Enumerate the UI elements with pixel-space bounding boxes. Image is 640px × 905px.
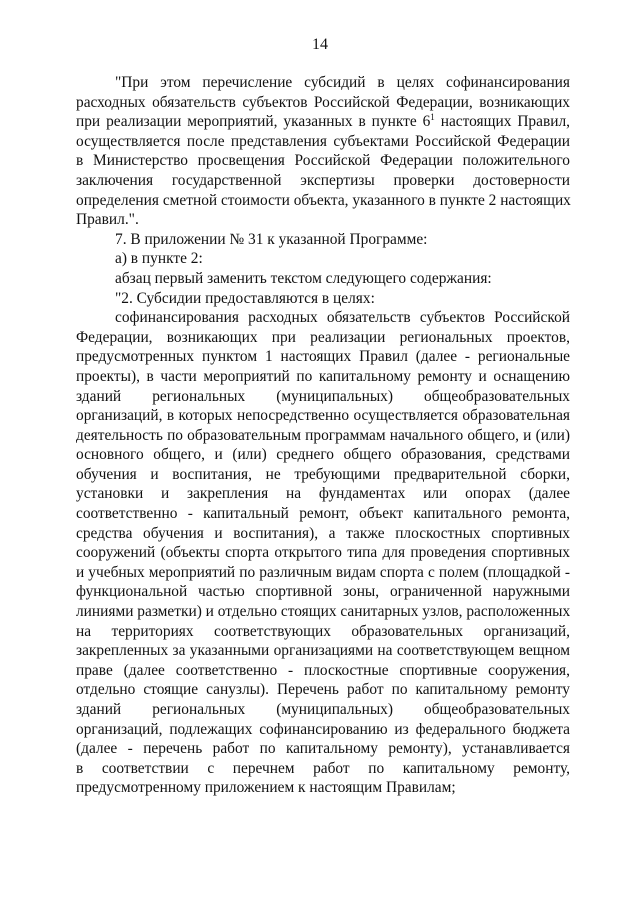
text-line: абзац первый заменить текстом следующего содержания: xyxy=(115,269,492,287)
document-body xyxy=(76,73,570,798)
text-line: Федерации, возникающих при реализации региональных проектов, xyxy=(76,328,570,346)
text-line: а) в пункте 2: xyxy=(115,250,203,268)
text-line: установки и закрепления на фундаментах или опорах (далее xyxy=(76,485,570,503)
text-line: в Министерство просвещения Российской Федерации положительного xyxy=(76,152,570,170)
text-line: праве (далее соответственно - плоскостные спортивные сооружения, xyxy=(76,661,570,679)
text-line: средства обучения и воспитания), а также плоскостных спортивных xyxy=(76,524,570,542)
text-line: определения сметной стоимости объекта, указанного в пункте 2 настоящих xyxy=(76,191,571,209)
text-line: и учебных мероприятий по различным видам спорта с полем (площадкой - xyxy=(76,563,570,581)
text-line: на территориях соответствующих образовательных организаций, xyxy=(76,622,570,640)
text-line: сооружений (объекты спорта открытого типа для проведения спортивных xyxy=(76,544,570,562)
text-line: обучения и воспитания, не требующими предварительной сборки, xyxy=(76,465,570,483)
text-line: организаций, в которых непосредственно осуществляется образовательная xyxy=(76,407,570,425)
text-line: отдельно стоящие санузлы). Перечень работ по капитальному ремонту xyxy=(76,681,570,699)
page-number: 14 xyxy=(312,36,328,53)
text-line: основного общего, и (или) среднего общего образования, средствами xyxy=(76,446,570,464)
text-line: софинансирования расходных обязательств субъектов Российской xyxy=(115,309,570,327)
text-line: соответственно - капитальный ремонт, объект капитального ремонта, xyxy=(76,505,570,523)
text-line: предусмотренному приложением к настоящим Правилам; xyxy=(76,779,456,797)
text-line: при реализации мероприятий, указанных в пункте $6^1$ настоящих Правил, xyxy=(76,112,570,131)
text-line: расходных обязательств субъектов Российской Федерации, возникающих xyxy=(76,93,570,111)
text-line: организаций, подлежащих софинансированию из федерального бюджета xyxy=(76,720,570,738)
text-line: функциональной частью спортивной зоны, ограниченной наружными xyxy=(76,583,570,601)
text-line: "При этом перечисление субсидий в целях софинансирования xyxy=(115,74,570,91)
text-line: предусмотренных пунктом 1 настоящих Правил (далее - региональные xyxy=(76,348,570,366)
text-line: закрепленных за указанными организациями на соответствующем вещном xyxy=(76,642,570,660)
text-line: проекты), в части мероприятий по капитальному ремонту и оснащению xyxy=(76,367,570,385)
superscript-footnote: 1 xyxy=(430,112,435,123)
text-line: деятельность по образовательным программам начального общего, и (или) xyxy=(76,426,570,444)
text-line: осуществляется после представления субъектами Российской Федерации xyxy=(76,132,570,150)
text-line: 7. В приложении № 31 к указанной Программе: xyxy=(115,230,428,248)
text-line: в соответствии с перечнем работ по капитальному ремонту, xyxy=(76,759,570,777)
text-line: зданий региональных (муниципальных) общеобразовательных xyxy=(76,387,570,405)
text-line: Правил.". xyxy=(76,211,139,229)
text-line: линиями разметки) и отдельно стоящих санитарных узлов, расположенных xyxy=(76,603,571,621)
text-line: "2. Субсидии предоставляются в целях: xyxy=(115,289,375,307)
text-line: зданий региональных (муниципальных) общеобразовательных xyxy=(76,701,570,718)
text-line: заключения государственной экспертизы проверки достоверности xyxy=(76,171,570,189)
text-line: (далее - перечень работ по капитальному ремонту), устанавливается xyxy=(76,740,570,758)
